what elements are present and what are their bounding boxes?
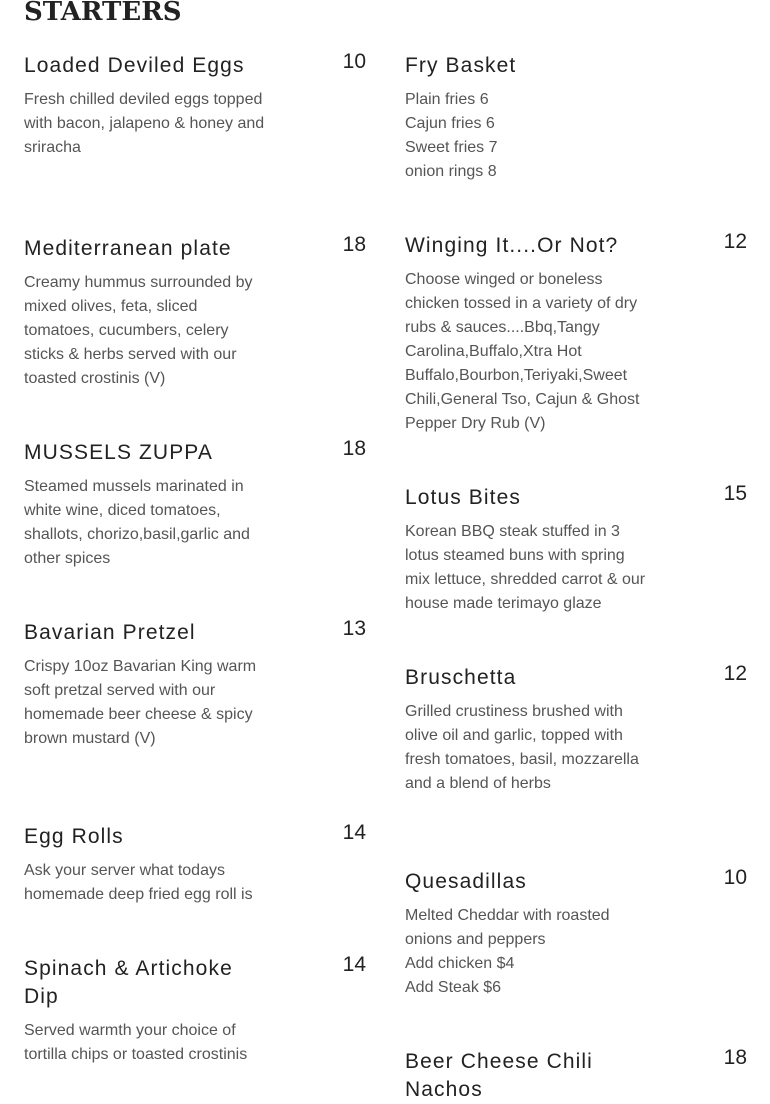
item-name: Fry Basket bbox=[405, 54, 517, 77]
item-price: 14 bbox=[342, 953, 366, 976]
option-line: onion rings 8 bbox=[405, 163, 497, 180]
option-line: Sweet fries 7 bbox=[405, 139, 498, 156]
item-price: 18 bbox=[342, 233, 366, 256]
addon-line: Add Steak $6 bbox=[405, 979, 502, 996]
item-name: Bavarian Pretzel bbox=[24, 621, 196, 644]
menu-item-mediterranean-plate bbox=[24, 235, 366, 391]
description-line: Melted Cheddar with roasted onions and peppers bbox=[405, 907, 610, 948]
item-name: Quesadillas bbox=[405, 870, 527, 893]
item-description bbox=[405, 88, 650, 184]
option-line: Cajun fries 6 bbox=[405, 115, 495, 132]
item-name: Spinach & Artichoke Dip bbox=[24, 957, 233, 1008]
item-description: Choose winged or boneless chicken tossed in a variety of dry rubs & sauces....Bbq,Tangy Carolina,Buffalo,Xtra Hot Buffalo,Bourbon,Teriyaki,Sweet Chili,General Tso, Cajun & Ghost Pepper Dry Rub (V) bbox=[405, 271, 640, 432]
item-description: Creamy hummus surrounded by mixed olives, feta, sliced tomatoes, cucumbers, celery sticks & herbs served with our toasted crostinis (V) bbox=[24, 274, 253, 387]
item-price: 12 bbox=[723, 662, 747, 685]
item-price: 10 bbox=[342, 50, 366, 73]
addon-line: Add chicken $4 bbox=[405, 955, 515, 972]
item-price: 10 bbox=[723, 866, 747, 889]
item-price: 18 bbox=[342, 437, 366, 460]
item-name: Lotus Bites bbox=[405, 486, 521, 509]
menu-item-bruschetta bbox=[405, 664, 747, 796]
item-name: Winging It....Or Not? bbox=[405, 234, 619, 257]
item-description: Served warmth your choice of tortilla chips or toasted crostinis bbox=[24, 1022, 248, 1063]
item-name: Loaded Deviled Eggs bbox=[24, 54, 245, 77]
item-description: Korean BBQ steak stuffed in 3 lotus steamed buns with spring mix lettuce, shredded carrot & our house made terimayo glaze bbox=[405, 523, 646, 612]
item-name: Egg Rolls bbox=[24, 825, 124, 848]
item-description: Ask your server what todays homemade deep fried egg roll is bbox=[24, 862, 253, 903]
menu-item-bavarian-pretzel bbox=[24, 619, 366, 751]
item-name: Bruschetta bbox=[405, 666, 517, 689]
item-price: 14 bbox=[342, 821, 366, 844]
item-price: 15 bbox=[723, 482, 747, 505]
menu-item-loaded-deviled-eggs bbox=[24, 52, 366, 160]
menu-item-fry-basket bbox=[405, 52, 747, 184]
item-name: Mediterranean plate bbox=[24, 237, 232, 260]
item-description: Steamed mussels marinated in white wine, diced tomatoes, shallots, chorizo,basil,garlic and other spices bbox=[24, 478, 250, 567]
menu-item-quesadillas bbox=[405, 868, 747, 1000]
item-price: 13 bbox=[342, 617, 366, 640]
menu-item-egg-rolls bbox=[24, 823, 366, 907]
item-description: Crispy 10oz Bavarian King warm soft pretzal served with our homemade beer cheese & spicy brown mustard (V) bbox=[24, 658, 257, 747]
item-name: MUSSELS ZUPPA bbox=[24, 441, 213, 464]
item-price: 12 bbox=[723, 230, 747, 253]
menu-item-mussels-zuppa bbox=[24, 439, 366, 571]
section-title: STARTERS bbox=[24, 0, 182, 27]
menu-item-spinach-artichoke-dip bbox=[24, 955, 366, 1067]
item-name: Beer Cheese Chili Nachos bbox=[405, 1050, 593, 1101]
item-description: Fresh chilled deviled eggs topped with bacon, jalapeno & honey and sriracha bbox=[24, 91, 265, 156]
item-price: 18 bbox=[723, 1046, 747, 1069]
menu-item-lotus-bites bbox=[405, 484, 747, 616]
menu-item-winging-it bbox=[405, 232, 747, 436]
item-description: Grilled crustiness brushed with olive oil and garlic, topped with fresh tomatoes, basil, mozzarella and a blend of herbs bbox=[405, 703, 639, 792]
item-description bbox=[405, 904, 650, 1000]
option-line: Plain fries 6 bbox=[405, 91, 489, 108]
